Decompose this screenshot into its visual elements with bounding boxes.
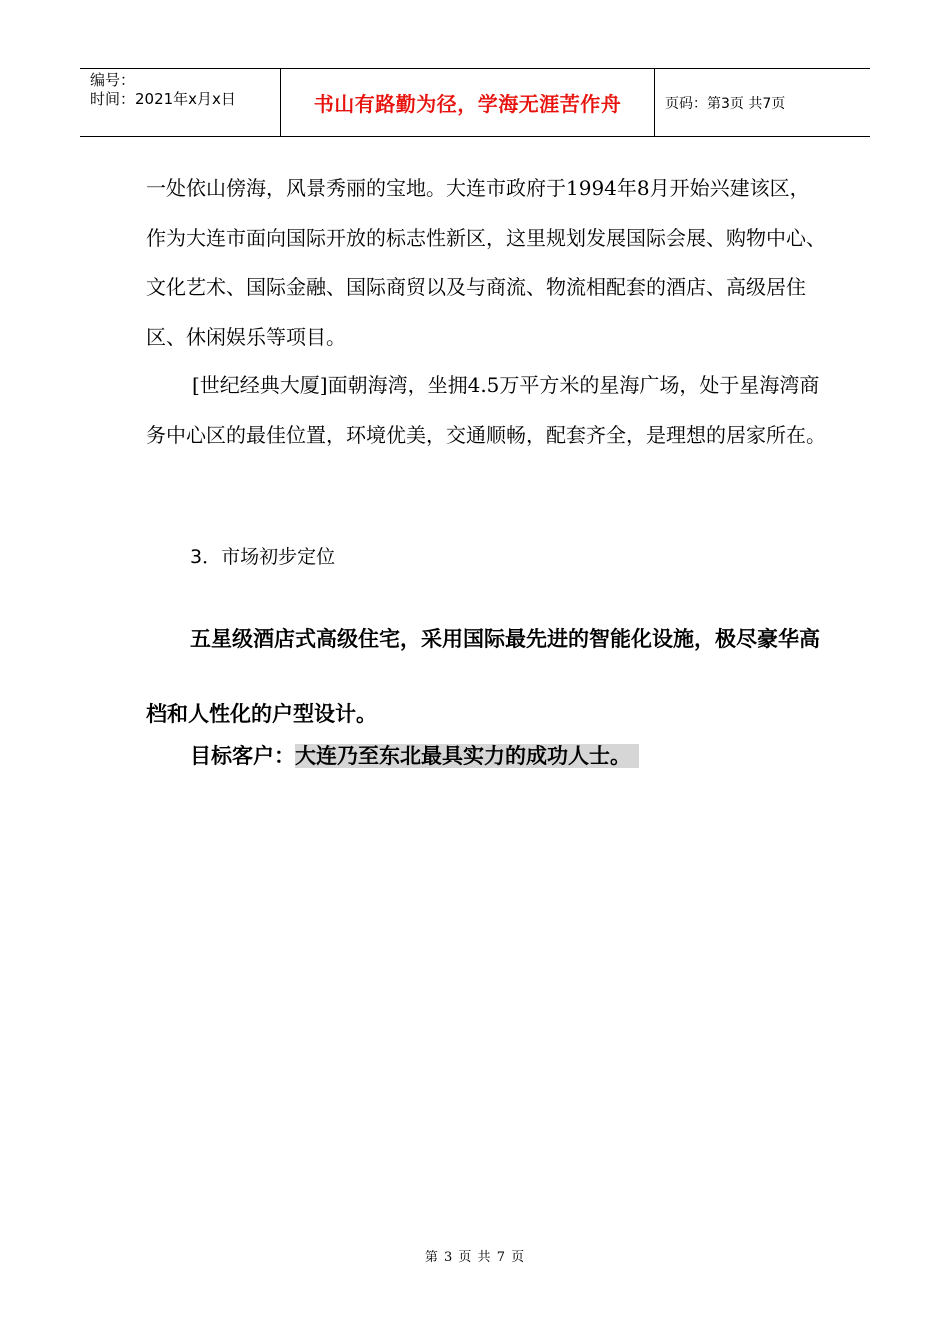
header-motto: 书山有路勤为径，学海无涯苦作舟 (281, 69, 655, 136)
positioning-text: 五星级酒店式高级住宅，采用国际最先进的智能化设施，极尽豪华高档和人性化的户型设计。 (146, 627, 820, 726)
section-heading: 3．市场初步定位 (190, 546, 336, 568)
target-customers (190, 741, 639, 771)
page-header (80, 68, 870, 137)
number-label: 编号： (90, 71, 136, 89)
body-paragraph-2 (146, 361, 826, 460)
body-paragraph-1: 一处依山傍海，风景秀丽的宝地。大连市政府于1994年8月开始兴建该区，作为大连市面向国际开放的标志性新区，这里规划发展国际会展、购物中心、文化艺术、国际金融、国际商贸以及与商流、物流相配套的酒店、高级居住区、休闲娱乐等项目。 (146, 176, 826, 349)
target-value: 大连乃至东北最具实力的成功人士。 (295, 744, 639, 768)
positioning-paragraph (146, 602, 826, 752)
header-page-info: 页码：第3页 共7页 (665, 95, 786, 112)
page-footer: 第 3 页 共 7 页 (424, 1250, 526, 1265)
time-label: 时间：2021年x月x日 (90, 90, 236, 108)
body-paragraph-2-text: [世纪经典大厦]面朝海湾，坐拥4.5万平方米的星海广场，处于星海湾商务中心区的最佳位置，环境优美，交通顺畅，配套齐全，是理想的居家所在。 (146, 373, 826, 447)
target-label: 目标客户： (190, 744, 295, 768)
header-meta (80, 69, 281, 136)
